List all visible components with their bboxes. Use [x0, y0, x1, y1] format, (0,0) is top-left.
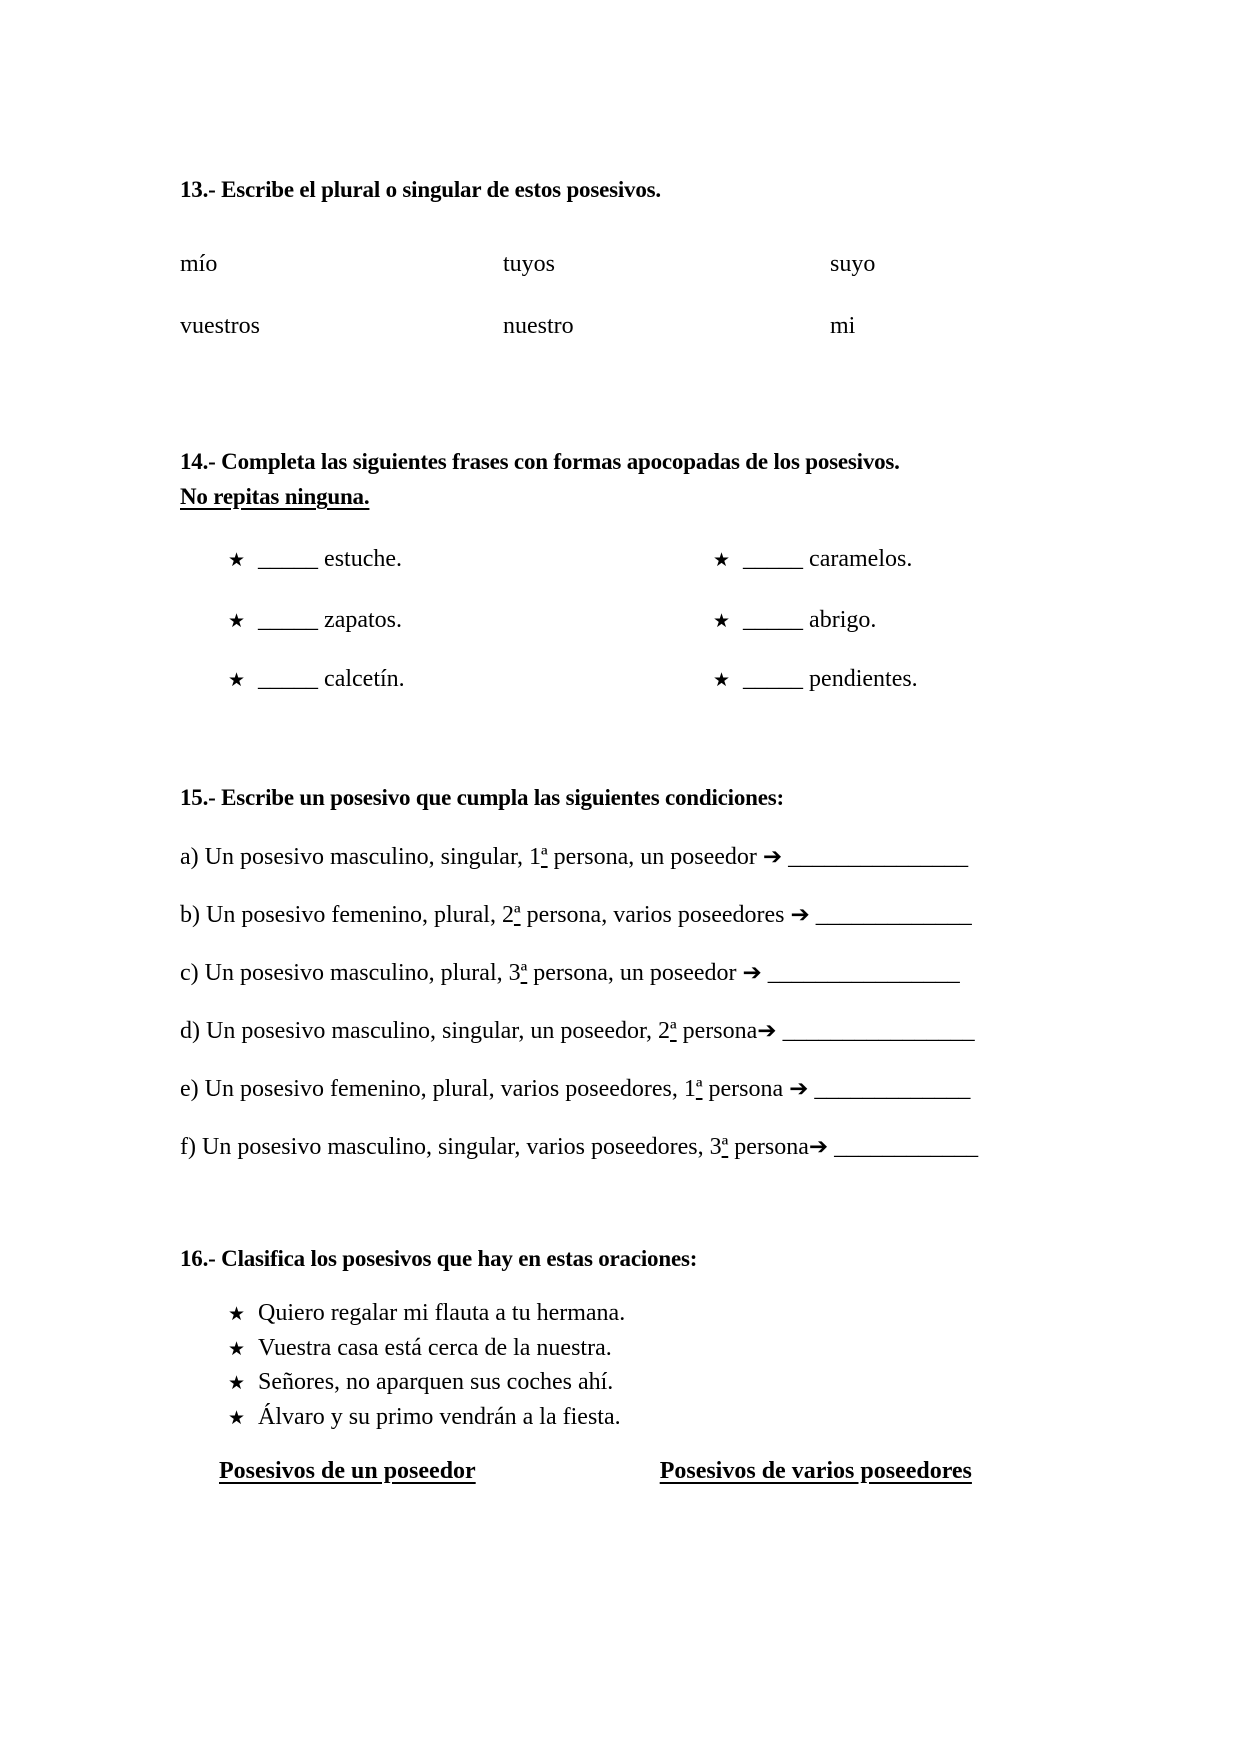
q14-cell: [713, 662, 1070, 697]
star-bullet-icon: ★: [228, 1406, 246, 1429]
q14-row: [228, 662, 1070, 697]
star-bullet-icon: ★: [713, 669, 731, 691]
section-14-title-line2: No repitas ninguna.: [180, 484, 370, 509]
q14-cell: [228, 542, 713, 577]
q13-word: suyo: [830, 251, 876, 277]
q15-condition-text: e) Un posesivo femenino, plural, varios poseedores, 1ª persona: [180, 1076, 790, 1102]
star-bullet-icon: ★: [228, 1337, 246, 1360]
q15-condition-text: b) Un posesivo femenino, plural, 2ª persona, varios poseedores: [180, 902, 791, 928]
q13-word: mi: [830, 313, 856, 339]
section-14-title-line1: 14.- Completa las siguientes frases con formas apocopadas de los posesivos.: [180, 449, 900, 474]
q14-cell: [713, 603, 1070, 638]
q13-words-row-1: [180, 247, 1070, 281]
answer-blank: _____________: [808, 1076, 971, 1102]
star-bullet-icon: ★: [228, 1372, 246, 1394]
star-bullet-icon: ★: [228, 610, 246, 632]
answer-blank: ________________: [776, 1018, 975, 1044]
answer-blank: _______________: [782, 844, 969, 870]
fill-in-item: _____ calcetín.: [258, 666, 405, 692]
right-arrow-icon: ➔: [790, 902, 810, 928]
answer-blank: ____________: [828, 1134, 979, 1160]
section-16-title: 16.- Clasifica los posesivos que hay en estas oraciones:: [180, 1246, 698, 1271]
q16-sentence-text: Vuestra casa está cerca de la nuestra.: [258, 1334, 612, 1361]
q16-sentence-text: Quiero regalar mi flauta a tu hermana.: [258, 1300, 626, 1326]
right-arrow-icon: ➔: [757, 1018, 777, 1044]
q15-condition-text: c) Un posesivo masculino, plural, 3ª persona, un poseedor: [180, 960, 743, 986]
q13-word: nuestro: [503, 313, 574, 339]
q15-item-f: [180, 1130, 1070, 1164]
q15-item-e: [180, 1072, 1070, 1106]
q15-item-c: [180, 956, 1070, 990]
q16-sentence: [228, 1297, 1070, 1332]
section-15-title: 15.- Escribe un posesivo que cumpla las siguientes condiciones:: [180, 785, 784, 810]
star-bullet-icon: ★: [713, 549, 731, 571]
q14-row: [228, 542, 1070, 577]
section-14-title: [180, 444, 1070, 514]
right-arrow-icon: ➔: [789, 1076, 809, 1102]
q15-item-a: [180, 840, 1070, 874]
fill-in-item: _____ estuche.: [258, 546, 403, 572]
right-arrow-icon: ➔: [742, 960, 762, 986]
answer-blank: ________________: [761, 960, 960, 986]
q16-sentence: [228, 1401, 1070, 1436]
column-header-several-possessors: Posesivos de varios poseedores: [659, 1458, 972, 1484]
fill-in-item: _____ abrigo.: [743, 607, 877, 633]
star-bullet-icon: ★: [713, 610, 731, 632]
fill-in-item: _____ pendientes.: [743, 666, 918, 692]
q14-cell: [713, 542, 1070, 577]
q16-sentence-text: Álvaro y su primo vendrán a la fiesta.: [258, 1403, 621, 1430]
q15-item-d: [180, 1014, 1070, 1048]
fill-in-item: _____ zapatos.: [258, 607, 403, 633]
column-header-one-possessor: Posesivos de un poseedor: [219, 1458, 476, 1484]
q15-condition-text: a) Un posesivo masculino, singular, 1ª persona, un poseedor: [180, 844, 763, 870]
q16-sentence-text: Señores, no aparquen sus coches ahí.: [258, 1369, 614, 1395]
q16-sentence: [228, 1332, 1070, 1367]
q13-words-row-2: [180, 309, 1070, 343]
q14-cell: [228, 662, 713, 697]
right-arrow-icon: ➔: [808, 1134, 829, 1160]
star-bullet-icon: ★: [228, 669, 246, 691]
q13-word: tuyos: [503, 251, 556, 277]
section-13-title: 13.- Escribe el plural o singular de estos posesivos.: [180, 177, 661, 202]
q14-cell: [228, 603, 713, 638]
q15-condition-text: d) Un posesivo masculino, singular, un poseedor, 2ª persona: [180, 1018, 758, 1044]
q13-word: mío: [180, 251, 218, 277]
star-bullet-icon: ★: [228, 1303, 246, 1325]
q16-sentence: [228, 1366, 1070, 1401]
q13-word: vuestros: [180, 313, 260, 339]
q15-condition-text: f) Un posesivo masculino, singular, varios poseedores, 3ª persona: [180, 1134, 809, 1160]
answer-blank: _____________: [809, 902, 972, 928]
fill-in-item: _____ caramelos.: [743, 546, 913, 572]
right-arrow-icon: ➔: [762, 844, 783, 870]
q15-item-b: [180, 898, 1070, 932]
star-bullet-icon: ★: [228, 549, 246, 571]
classification-headers: [180, 1454, 1070, 1488]
q16-sentence-list: [228, 1297, 1070, 1435]
q14-row: [228, 603, 1070, 638]
